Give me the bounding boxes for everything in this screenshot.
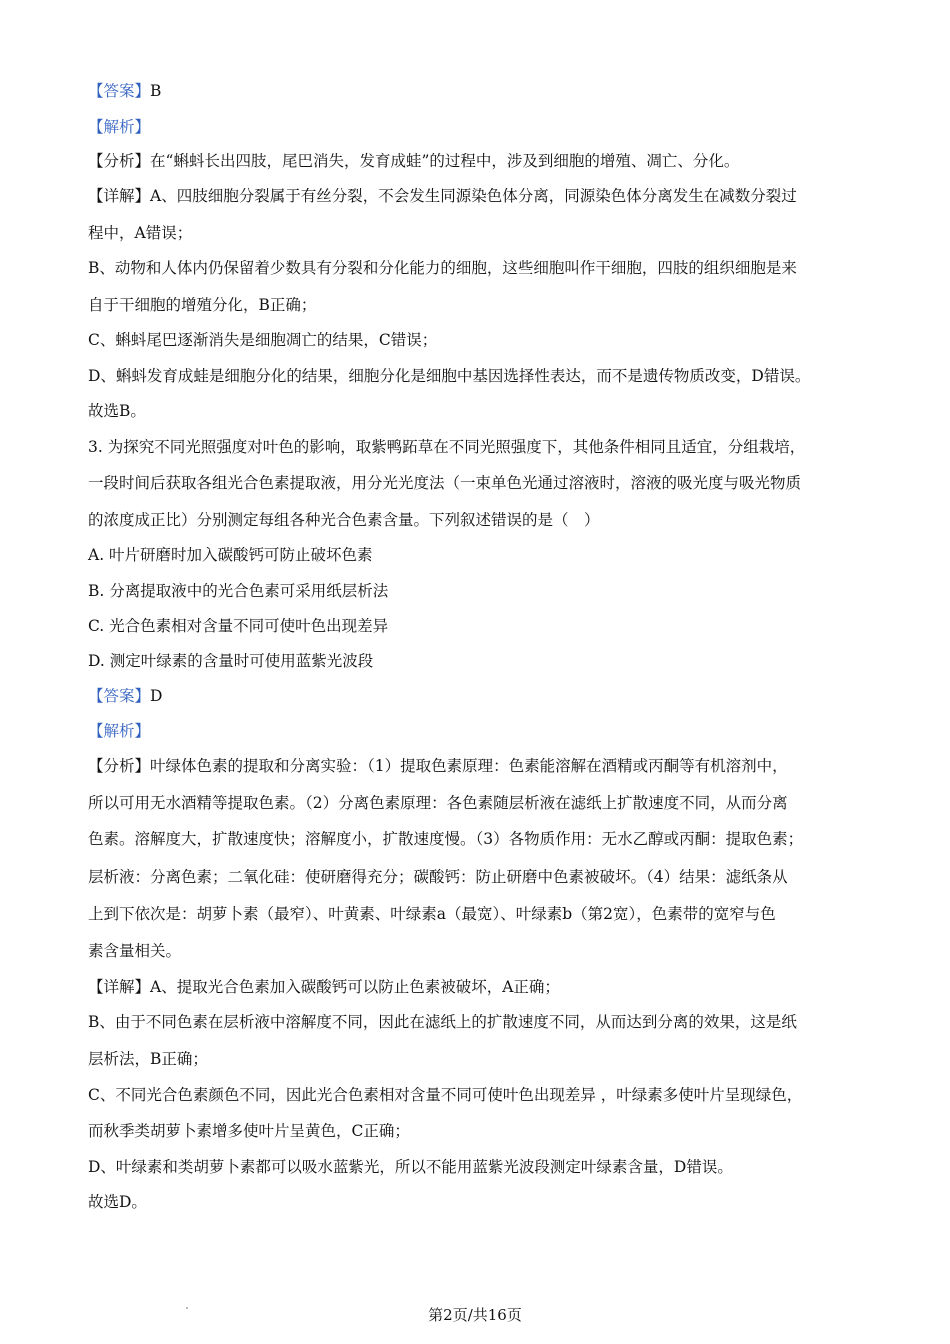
answer-tag: 【答案】 xyxy=(88,687,151,705)
q3-analysis xyxy=(88,721,868,741)
q3-stem-line: 一段时间后获取各组光合色素提取液，用分光光度法（一束单色光通过溶液时，溶液的吸光度与吸光物质 xyxy=(88,474,802,492)
fenxi-text: 叶绿体色素的提取和分离实验：（1）提取色素原理：色素能溶解在酒精或丙酮等有机溶剂中， xyxy=(150,757,788,775)
q3-stem-line: 3. 为探究不同光照强度对叶色的影响，取紫鸭跖草在不同光照强度下，其他条件相同且适宜，分组栽培， xyxy=(88,438,806,456)
analysis-tag: 【解析】 xyxy=(88,722,151,740)
q3-detail-line: C、不同光合色素颜色不同，因此光合色素相对含量不同可使叶色出现差异 ，叶绿素多使叶片呈现绿色， xyxy=(88,1086,803,1104)
q2-detail xyxy=(88,186,868,206)
q3-fenxi-line: 所以可用无水酒精等提取色素。（2）分离色素原理：各色素随层析液在滤纸上扩散速度不同，从而分离 xyxy=(88,794,788,812)
q3-fenxi-line: 素含量相关。 xyxy=(88,942,182,960)
fenxi-tag: 【分析】 xyxy=(88,152,151,170)
fenxi-text: 在“蝌蚪长出四肢，尾巴消失，发育成蛙”的过程中，涉及到细胞的增殖、凋亡、分化。 xyxy=(150,152,740,170)
q3-option-d: D. 测定叶绿素的含量时可使用蓝紫光波段 xyxy=(88,652,374,670)
answer-tag: 【答案】 xyxy=(88,82,151,100)
q2-detail-line: 程中，A错误； xyxy=(88,224,193,242)
q3-detail-line: B、由于不同色素在层析液中溶解度不同，因此在滤纸上的扩散速度不同，从而达到分离的效果，这是纸 xyxy=(88,1013,797,1031)
q3-fenxi-line: 上到下依次是：胡萝卜素（最窄）、叶黄素、叶绿素a（最宽）、叶绿素b（第2宽），色素带的宽窄与色 xyxy=(88,905,776,923)
detail-tag: 【详解】 xyxy=(88,978,151,996)
q3-fenxi-line: 层析液：分离色素；二氧化硅：使研磨得充分；碳酸钙：防止研磨中色素被破坏。（4）结果：滤纸条从 xyxy=(88,868,788,886)
detail-text: A、四肢细胞分裂属于有丝分裂，不会发生同源染色体分离，同源染色体分离发生在减数分裂过 xyxy=(150,187,797,205)
q3-fenxi xyxy=(88,756,868,776)
q3-detail-line: D、叶绿素和类胡萝卜素都可以吸水蓝紫光，所以不能用蓝紫光波段测定叶绿素含量，D错误。 xyxy=(88,1158,733,1176)
fenxi-tag: 【分析】 xyxy=(88,757,151,775)
q3-detail xyxy=(88,977,868,997)
q3-option-c: C. 光合色素相对含量不同可使叶色出现差异 xyxy=(88,617,389,635)
q2-fenxi xyxy=(88,151,868,171)
q3-option-a: A. 叶片研磨时加入碳酸钙可防止破坏色素 xyxy=(88,546,373,564)
q3-detail-line: 层析法，B正确； xyxy=(88,1050,208,1068)
q2-answer xyxy=(88,81,868,101)
q3-detail-line: 而秋季类胡萝卜素增多使叶片呈黄色，C正确； xyxy=(88,1122,410,1140)
answer-value: D xyxy=(150,687,163,705)
analysis-tag: 【解析】 xyxy=(88,118,151,136)
q2-detail-line: D、蝌蚪发育成蛙是细胞分化的结果，细胞分化是细胞中基因选择性表达，而不是遗传物质改变，D错误。 xyxy=(88,367,811,385)
detail-text: A、提取光合色素加入碳酸钙可以防止色素被破坏，A正确； xyxy=(150,978,560,996)
detail-tag: 【详解】 xyxy=(88,187,151,205)
q2-detail-line: B、动物和人体内仍保留着少数具有分裂和分化能力的细胞，这些细胞叫作干细胞，四肢的组织细胞是来 xyxy=(88,259,797,277)
q2-detail-line: 自于干细胞的增殖分化，B正确； xyxy=(88,296,317,314)
q2-conclusion: 故选B。 xyxy=(88,402,146,420)
q2-detail-line: C、蝌蚪尾巴逐渐消失是细胞凋亡的结果，C错误； xyxy=(88,331,438,349)
q3-stem-line: 的浓度成正比）分别测定每组各种光合色素含量。下列叙述错误的是（ ） xyxy=(88,511,600,529)
answer-value: B xyxy=(150,82,162,100)
q2-analysis xyxy=(88,117,868,137)
page-number: 第2页/共16页 xyxy=(428,1306,522,1324)
q3-option-b: B. 分离提取液中的光合色素可采用纸层析法 xyxy=(88,582,389,600)
q3-fenxi-line: 色素。溶解度大，扩散速度快；溶解度小，扩散速度慢。（3）各物质作用：无水乙醇或丙酮：提取色素； xyxy=(88,830,804,848)
q3-conclusion: 故选D。 xyxy=(88,1193,147,1211)
q3-answer xyxy=(88,686,868,706)
